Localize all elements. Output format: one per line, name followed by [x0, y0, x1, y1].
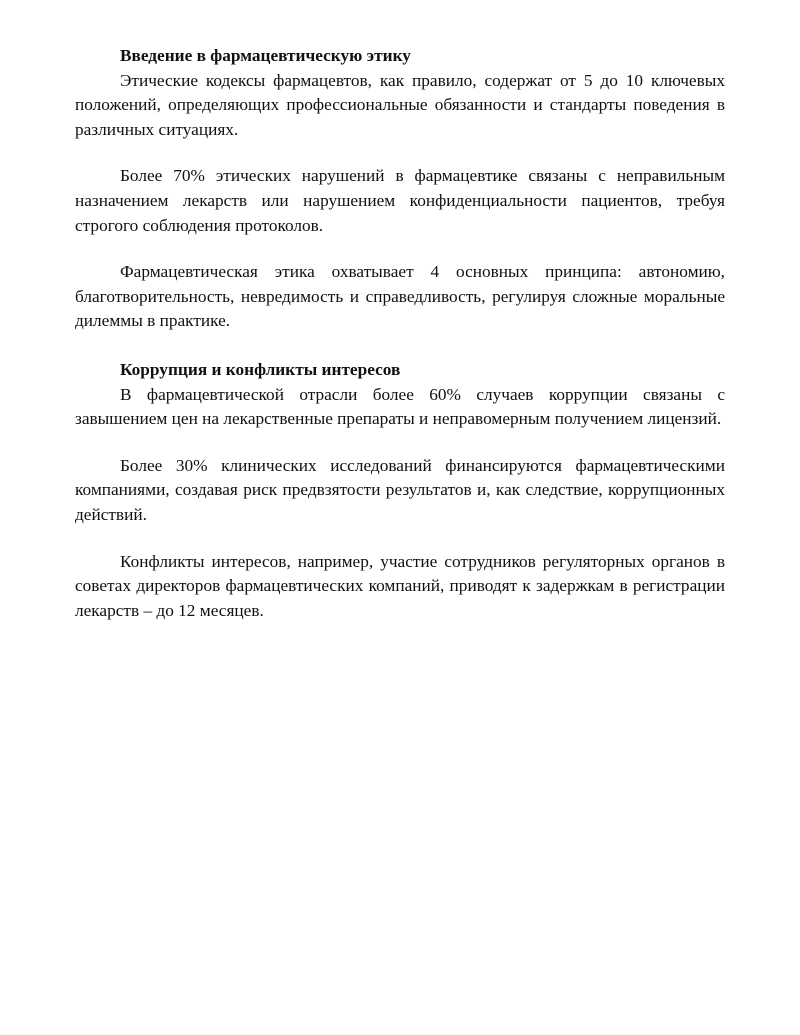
paragraph: В фармацевтической отрасли более 60% случаев коррупции связаны с завышением цен на лекарственные препараты и неправомерным получением лицензий.	[75, 384, 725, 429]
paragraph: Более 30% клинических исследований финансируются фармацевтическими компаниями, создавая риск предвзятости результатов и, как следствие, коррупционных действий.	[75, 455, 725, 524]
paragraph: Конфликты интересов, например, участие сотрудников регуляторных органов в советах директоров фармацевтических компаний, приводят к задержкам в регистрации лекарств – до 12 месяцев.	[75, 551, 725, 620]
document-body	[75, 44, 725, 623]
section-heading: Введение в фармацевтическую этику	[120, 46, 411, 65]
section-pharma-ethics-intro	[75, 44, 725, 334]
paragraph: Более 70% этических нарушений в фармацевтике связаны с неправильным назначением лекарств или нарушением конфиденциальности пациентов, требуя строгого соблюдения протоколов.	[75, 166, 725, 235]
paragraph: Фармацевтическая этика охватывает 4 основных принципа: автономию, благотворительность, невредимость и справедливость, регулируя сложные моральные дилеммы в практике.	[75, 262, 725, 331]
paragraph: Этические кодексы фармацевтов, как правило, содержат от 5 до 10 ключевых положений, определяющих профессиональные обязанности и стандарты поведения в различных ситуациях.	[75, 70, 725, 139]
section-heading: Коррупция и конфликты интересов	[120, 359, 401, 379]
section-corruption-conflicts	[75, 358, 725, 623]
